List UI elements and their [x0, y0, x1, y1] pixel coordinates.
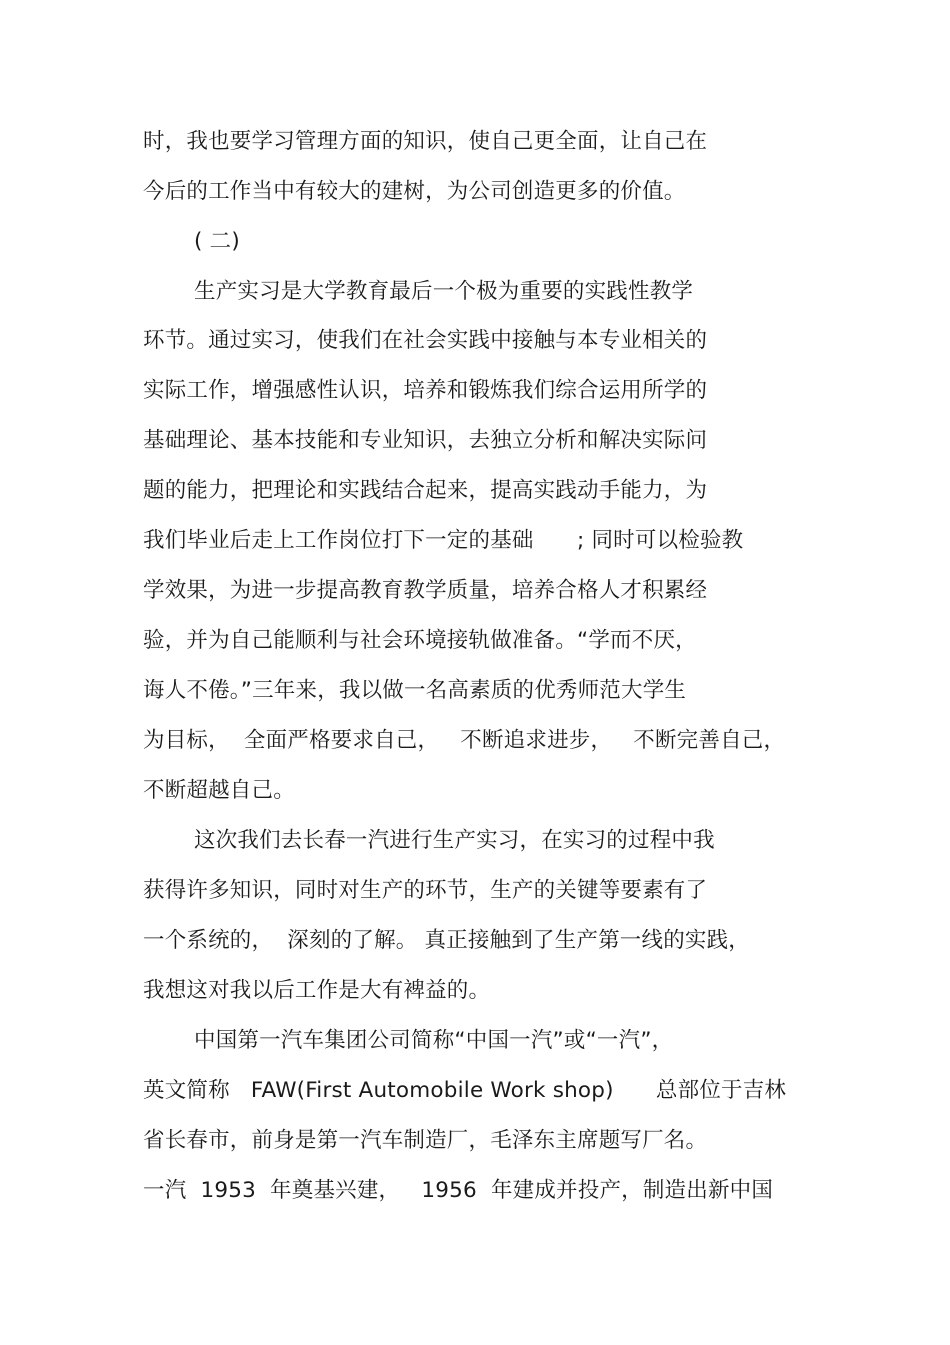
- text-line: 为目标， 全面严格要求自己， 不断追求进步， 不断完善自己，: [143, 728, 786, 753]
- text-line: 环节。通过实习，使我们在社会实践中接触与本专业相关的: [143, 328, 708, 353]
- text-line: 不断超越自己。: [143, 778, 295, 803]
- text-line: 我想这对我以后工作是大有裨益的。: [143, 978, 491, 1003]
- text-line: 题的能力，把理论和实践结合起来，提高实践动手能力，为: [143, 478, 708, 503]
- text-line: 基础理论、基本技能和专业知识，去独立分析和解决实际问: [143, 428, 708, 453]
- text-line: 时，我也要学习管理方面的知识，使自己更全面，让自己在: [143, 129, 708, 154]
- text-line: 实际工作，增强感性认识，培养和锻炼我们综合运用所学的: [143, 378, 708, 403]
- text-line: 一个系统的， 深刻的了解。 真正接触到了生产第一线的实践，: [143, 928, 751, 953]
- text-line: 获得许多知识，同时对生产的环节，生产的关键等要素有了: [143, 878, 708, 903]
- text-line: 今后的工作当中有较大的建树，为公司创造更多的价值。: [143, 179, 686, 204]
- text-line: 诲人不倦。”三年来，我以做一名高素质的优秀师范大学生: [143, 678, 687, 703]
- text-line: 生产实习是大学教育最后一个极为重要的实践性教学: [194, 279, 694, 304]
- text-line: 中国第一汽车集团公司简称“中国一汽”或“一汽”，: [194, 1028, 674, 1053]
- text-line: 一汽 1953 年奠基兴建， 1956 年建成并投产，制造出新中国: [143, 1178, 774, 1203]
- text-line: 这次我们去长春一汽进行生产实习，在实习的过程中我: [194, 828, 715, 853]
- section-heading: ( 二): [194, 229, 240, 254]
- text-line: 省长春市，前身是第一汽车制造厂，毛泽东主席题写厂名。: [143, 1128, 708, 1153]
- text-line: 英文简称 FAW(First Automobile Work shop) 总部位于吉林: [143, 1078, 787, 1103]
- text-line: 学效果，为进一步提高教育教学质量，培养合格人才积累经: [143, 578, 708, 603]
- text-line: 我们毕业后走上工作岗位打下一定的基础 ; 同时可以检验教: [143, 528, 744, 553]
- text-line: 验，并为自己能顺利与社会环境接轨做准备。“学而不厌，: [143, 628, 697, 653]
